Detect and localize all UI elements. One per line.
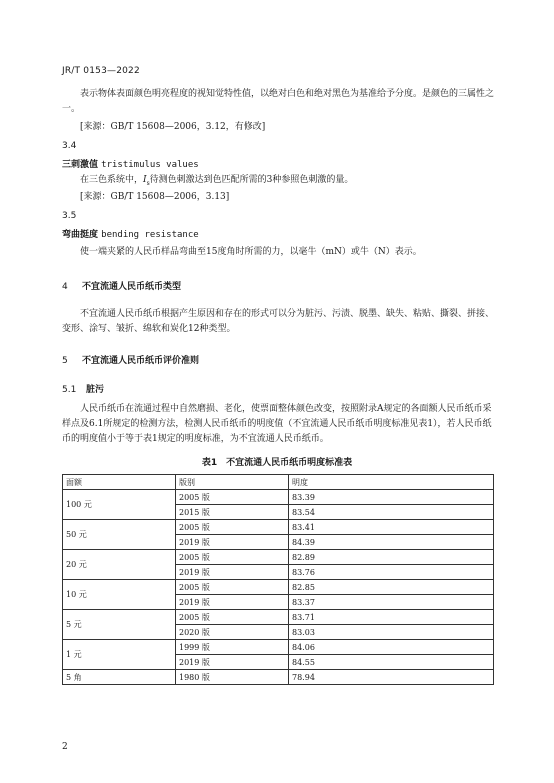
clause-3-4-source: [来源：GB/T 15608—2006，3.13] <box>80 192 230 202</box>
section-5-heading <box>62 353 199 366</box>
cell-edition: 2019 版 <box>176 655 289 670</box>
table-1-caption: 表1 不宜流通人民币纸币明度标准表 <box>201 458 353 468</box>
cell-edition: 2005 版 <box>176 550 289 565</box>
clause-3-4-text-after: 待测色刺激达到色匹配所需的3种参照色刺激的量。 <box>149 175 354 185</box>
clause-3-5-number: 3.5 <box>62 211 77 221</box>
math-subscript: s <box>146 179 150 187</box>
cell-edition: 2019 版 <box>176 595 289 610</box>
cell-edition: 2019 版 <box>176 565 289 580</box>
term-cn: 弯曲挺度 <box>62 230 99 240</box>
cell-lightness: 83.71 <box>289 610 494 625</box>
math-symbol-x-sub-i: I <box>143 175 147 185</box>
cell-lightness: 83.54 <box>289 505 494 520</box>
cell-edition: 1999 版 <box>176 640 289 655</box>
cell-edition: 2020 版 <box>176 625 289 640</box>
clause-3-5-text: 使一端夹紧的人民币样品弯曲至15度角时所需的力，以毫牛（mN）或牛（N）表示。 <box>80 247 422 257</box>
cell-edition: 2005 版 <box>176 520 289 535</box>
term-en: tristimulus values <box>101 160 199 170</box>
cell-edition: 2015 版 <box>176 505 289 520</box>
cell-denomination: 100 元 <box>63 490 176 520</box>
definition-3-3-text: 表示物体表面颜色明亮程度的视知觉特性值，以绝对白色和绝对黑色为基准给予分度。是颜色的三属性之一。 <box>62 89 495 114</box>
cell-lightness: 78.94 <box>289 670 494 685</box>
cell-lightness: 82.89 <box>289 550 494 565</box>
cell-lightness: 83.03 <box>289 625 494 640</box>
lightness-standard-table <box>62 474 494 685</box>
term-en: bending resistance <box>101 230 199 240</box>
document-code: JR/T 0153—2022 <box>62 66 140 76</box>
table-row <box>63 550 494 565</box>
clause-3-5-term <box>62 227 199 240</box>
table-header-row <box>63 475 494 490</box>
cell-edition: 2005 版 <box>176 490 289 505</box>
cell-denomination: 1 元 <box>63 640 176 670</box>
header-edition: 版别 <box>176 475 289 490</box>
table-row <box>63 490 494 505</box>
term-cn: 三刺激值 <box>62 160 99 170</box>
clause-3-4-term <box>62 157 199 170</box>
table-row <box>63 520 494 535</box>
section-5-title: 不宜流通人民币纸币评价准则 <box>82 356 200 366</box>
header-lightness: 明度 <box>289 475 494 490</box>
table-row <box>63 580 494 595</box>
table-row <box>63 640 494 655</box>
section-5-1-title: 脏污 <box>86 385 105 395</box>
cell-lightness: 83.39 <box>289 490 494 505</box>
cell-edition: 2005 版 <box>176 610 289 625</box>
section-4-heading <box>62 279 181 292</box>
table-row <box>63 670 494 685</box>
section-5-1-heading <box>62 382 104 395</box>
cell-denomination: 5 元 <box>63 610 176 640</box>
table-row <box>63 610 494 625</box>
definition-3-3-source: [来源：GB/T 15608—2006，3.12，有修改] <box>80 122 266 132</box>
cell-denomination: 10 元 <box>63 580 176 610</box>
cell-edition: 2019 版 <box>176 535 289 550</box>
cell-edition: 2005 版 <box>176 580 289 595</box>
section-5-number: 5 <box>62 356 68 366</box>
section-4-number: 4 <box>62 282 68 292</box>
cell-lightness: 84.55 <box>289 655 494 670</box>
header-denomination: 面额 <box>63 475 176 490</box>
cell-lightness: 83.76 <box>289 565 494 580</box>
cell-lightness: 83.37 <box>289 595 494 610</box>
cell-denomination: 20 元 <box>63 550 176 580</box>
section-5-1-number: 5.1 <box>62 385 77 395</box>
cell-lightness: 84.39 <box>289 535 494 550</box>
clause-3-4-text-before: 在三色系统中， <box>80 175 144 185</box>
cell-lightness: 84.06 <box>289 640 494 655</box>
page-number: 2 <box>62 742 68 752</box>
clause-3-4-number: 3.4 <box>62 141 77 151</box>
section-4-title: 不宜流通人民币纸币类型 <box>82 282 182 292</box>
section-5-1-text: 人民币纸币在流通过程中自然磨损、老化，使票面整体颜色改变，按照附录A规定的各面额人民币纸币采样点及6.1所规定的检测方法，检测人民币纸币的明度值（不宜流通人民币纸币明度标准见表1），若人民币纸币的明度值小于等于表1规定的明度标准，为不宜流通人民币纸币。 <box>62 404 492 444</box>
cell-lightness: 82.85 <box>289 580 494 595</box>
cell-denomination: 5 角 <box>63 670 176 685</box>
cell-denomination: 50 元 <box>63 520 176 550</box>
section-4-text: 不宜流通人民币纸币根据产生原因和存在的形式可以分为脏污、污渍、脱墨、缺失、粘贴、撕裂、拼接、变形、涂写、皱折、绵软和炭化12种类型。 <box>62 309 495 334</box>
cell-lightness: 83.41 <box>289 520 494 535</box>
cell-edition: 1980 版 <box>176 670 289 685</box>
